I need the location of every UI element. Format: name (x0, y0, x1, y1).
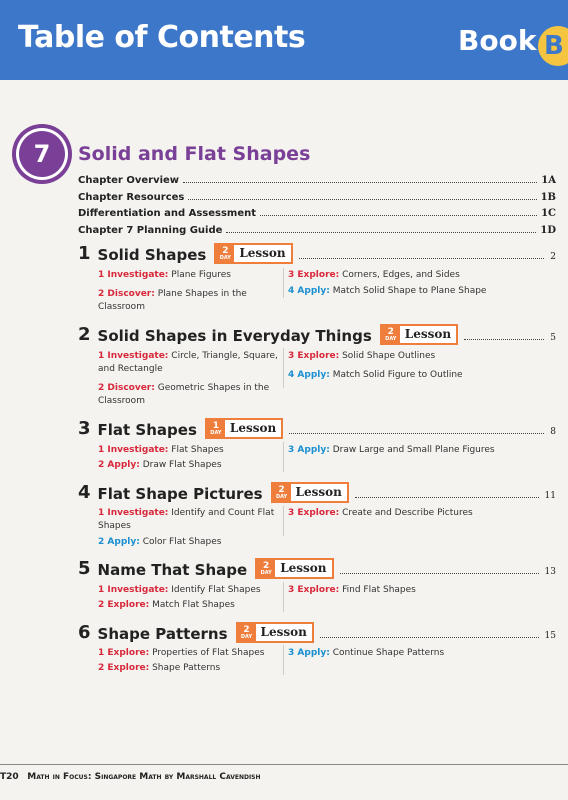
book-label: Book (458, 24, 537, 57)
activity-item[interactable]: 3 Explore: Create and Describe Pictures (288, 508, 473, 518)
lesson-badge-label: Lesson (239, 246, 286, 260)
lesson-number: 3 (78, 418, 91, 439)
lesson-heading-2[interactable] (78, 323, 556, 345)
toc-entry-label: Chapter 7 Planning Guide (78, 225, 223, 236)
chapter-title: Solid and Flat Shapes (78, 143, 311, 165)
lesson-number: 6 (78, 622, 91, 643)
dot-leader (355, 496, 539, 498)
lesson-badge-label: Lesson (295, 485, 342, 499)
lesson-title: Shape Patterns (97, 625, 228, 643)
page-title: Table of Contents (18, 20, 306, 55)
day-count: 2 DAY (216, 245, 234, 262)
day-count: 2 DAY (238, 624, 256, 641)
day-count: 2 DAY (257, 560, 275, 577)
activity-item[interactable]: 2 Apply: Color Flat Shapes (98, 537, 222, 547)
dot-leader (226, 231, 536, 233)
lesson-title: Flat Shapes (97, 421, 197, 439)
dot-leader (299, 257, 545, 259)
footer-rule (0, 764, 568, 765)
column-divider (283, 268, 284, 298)
lesson-heading-1[interactable] (78, 242, 556, 264)
dot-leader (260, 214, 537, 216)
toc-entry-chapter-resources[interactable] (78, 189, 556, 203)
column-divider (283, 506, 284, 536)
activity-item[interactable]: 1 Investigate: Circle, Triangle, Square, and Rectangle (98, 351, 278, 374)
lesson-heading-3[interactable] (78, 417, 556, 439)
dot-leader (464, 338, 544, 340)
lesson-page: 8 (550, 427, 556, 437)
activity-item[interactable]: 4 Apply: Match Solid Figure to Outline (288, 370, 463, 380)
lesson-badge (271, 482, 349, 503)
activity-item[interactable]: 1 Investigate: Identify and Count Flat Shapes (98, 508, 275, 531)
activity-item[interactable]: 3 Apply: Continue Shape Patterns (288, 648, 445, 658)
activity-item[interactable]: 1 Investigate: Plane Figures (98, 270, 231, 280)
toc-entry-label: Differentiation and Assessment (78, 208, 257, 219)
chapter-number: 7 (19, 131, 65, 177)
lesson-page: 11 (544, 491, 556, 501)
day-count: 1 DAY (207, 420, 225, 437)
lesson-number: 2 (78, 324, 91, 345)
lesson-heading-6[interactable] (78, 621, 556, 643)
footer (0, 772, 261, 782)
activity-item[interactable]: 4 Apply: Match Solid Shape to Plane Shape (288, 286, 487, 296)
chapter-number-badge (16, 128, 68, 180)
activity-item[interactable]: 2 Apply: Draw Flat Shapes (98, 460, 222, 470)
lesson-title: Solid Shapes in Everyday Things (97, 327, 372, 345)
lesson-page: 5 (550, 333, 556, 343)
toc-entry-page: 1C (541, 208, 556, 219)
lesson-badge (205, 418, 283, 439)
activity-item[interactable]: 3 Explore: Solid Shape Outlines (288, 351, 436, 361)
lesson-heading-5[interactable] (78, 557, 556, 579)
lesson-title: Solid Shapes (97, 246, 207, 264)
activity-item[interactable]: 2 Explore: Match Flat Shapes (98, 600, 235, 610)
dot-leader (188, 198, 536, 200)
day-count: 2 DAY (382, 326, 400, 343)
lesson-badge (236, 622, 314, 643)
column-divider (283, 442, 284, 472)
dot-leader (183, 181, 537, 183)
footer-text: Math in Focus: Singapore Math by Marshall Cavendish (27, 772, 261, 782)
lesson-title: Flat Shape Pictures (97, 485, 263, 503)
activity-item[interactable]: 3 Explore: Find Flat Shapes (288, 585, 416, 595)
activity-item[interactable]: 2 Discover: Plane Shapes in the Classroom (98, 289, 247, 312)
activity-item[interactable]: 2 Explore: Shape Patterns (98, 663, 221, 673)
activity-item[interactable]: 3 Apply: Draw Large and Small Plane Figures (288, 445, 495, 455)
toc-entry-planning-guide[interactable] (78, 222, 556, 236)
day-count: 2 DAY (273, 484, 291, 501)
lesson-badge-label: Lesson (280, 561, 327, 575)
activity-item[interactable]: 3 Explore: Corners, Edges, and Sides (288, 270, 460, 280)
column-divider (283, 348, 284, 388)
lesson-heading-4[interactable] (78, 481, 556, 503)
lesson-page: 13 (544, 567, 556, 577)
toc-entry-differentiation[interactable] (78, 205, 556, 219)
lesson-page: 15 (544, 631, 556, 641)
column-divider (283, 645, 284, 675)
activity-item[interactable]: 1 Explore: Properties of Flat Shapes (98, 648, 265, 658)
lesson-title: Name That Shape (97, 561, 248, 579)
lesson-number: 1 (78, 243, 91, 264)
dot-leader (289, 432, 544, 434)
toc-entry-page: 1B (540, 192, 556, 203)
toc-entry-label: Chapter Resources (78, 192, 185, 203)
activity-item[interactable]: 1 Investigate: Identify Flat Shapes (98, 585, 261, 595)
book-letter-badge: B (538, 26, 568, 66)
dot-leader (320, 636, 539, 638)
footer-page-id: T20 (0, 772, 19, 782)
toc-entry-page: 1A (541, 175, 556, 186)
lesson-badge (214, 243, 292, 264)
toc-entry-label: Chapter Overview (78, 175, 180, 186)
activity-item[interactable]: 2 Discover: Geometric Shapes in the Classroom (98, 383, 270, 406)
dot-leader (340, 572, 539, 574)
lesson-badge (380, 324, 458, 345)
lesson-page: 2 (550, 252, 556, 262)
lesson-badge-label: Lesson (404, 327, 452, 341)
column-divider (283, 582, 284, 612)
toc-entry-chapter-overview[interactable] (78, 172, 556, 186)
lesson-number: 4 (78, 482, 91, 503)
activity-item[interactable]: 1 Investigate: Flat Shapes (98, 445, 224, 455)
header-band (0, 0, 568, 80)
lesson-number: 5 (78, 558, 91, 579)
toc-entry-page: 1D (540, 225, 556, 236)
lesson-badge-label: Lesson (229, 421, 277, 435)
lesson-badge-label: Lesson (260, 625, 307, 639)
lesson-badge (255, 558, 333, 579)
